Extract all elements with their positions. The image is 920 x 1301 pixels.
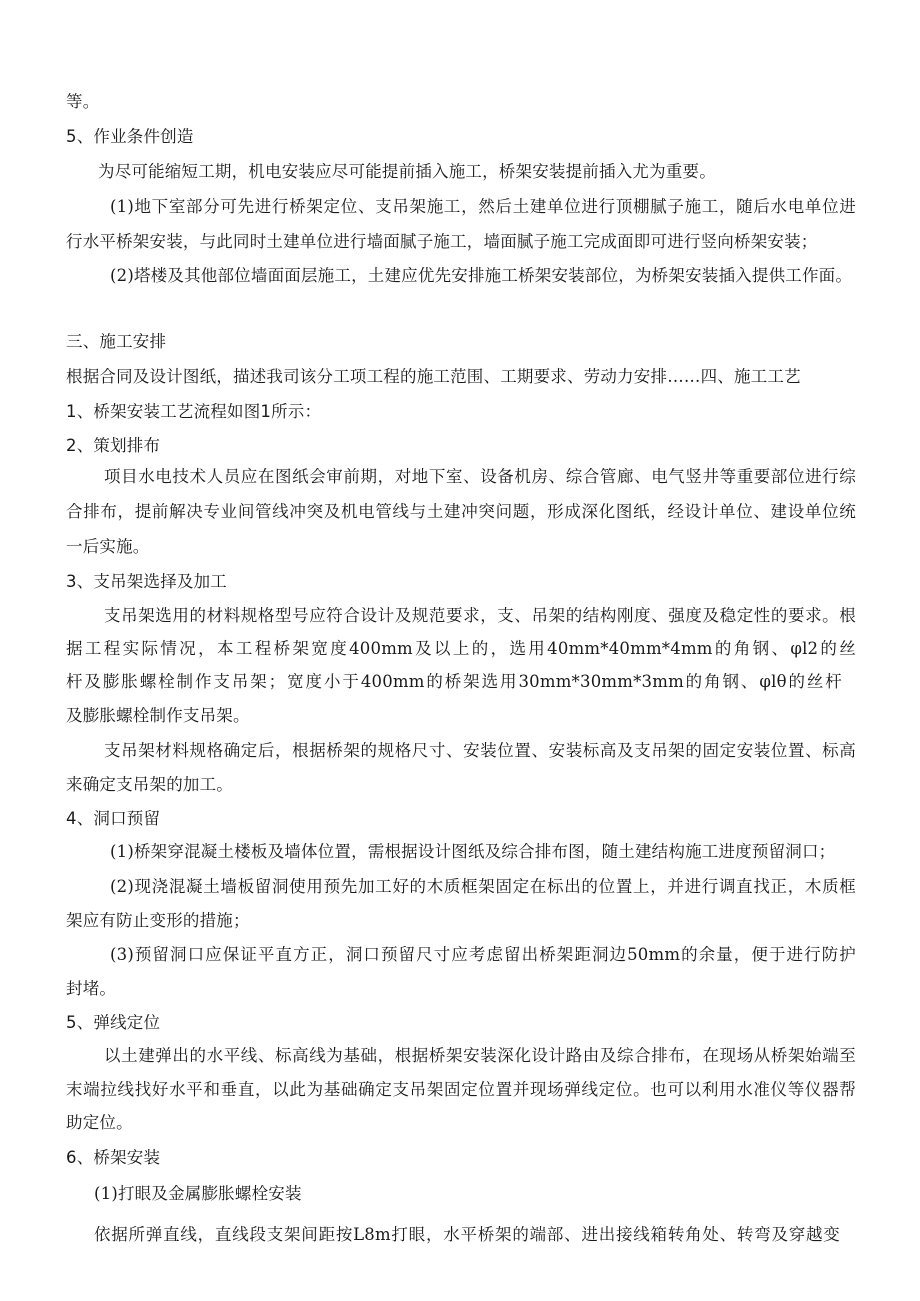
text-line: 等。 bbox=[66, 92, 100, 111]
paragraph-line: 为尽可能缩短工期，机电安装应尽可能提前插入施工，桥架安装提前插入尤为重要。 bbox=[98, 162, 716, 181]
list-item-line: (3)预留洞口应保证平直方正，洞口预留尺寸应考虑留出桥架距洞边50mm的余量，便于进行防护 bbox=[110, 945, 856, 964]
section-heading: 2、策划排布 bbox=[66, 436, 161, 455]
paragraph-line: 来确定支吊架的加工。 bbox=[66, 775, 233, 794]
paragraph-line: 末端拉线找好水平和垂直，以此为基础确定支吊架固定位置并现场弹线定位。也可以利用水准仪等仪器帮 bbox=[66, 1080, 856, 1099]
paragraph-line: 项目水电技术人员应在图纸会审前期，对地下室、设备机房、综合管廊、电气竖井等重要部位进行综 bbox=[104, 467, 856, 486]
section-heading: 5、作业条件创造 bbox=[66, 127, 194, 146]
paragraph-line: 根据合同及设计图纸，描述我司该分工项工程的施工范围、工期要求、劳动力安排……四、施工工艺 bbox=[66, 367, 801, 386]
paragraph-line: 封堵。 bbox=[66, 979, 117, 998]
paragraph-line: 行水平桥架安装，与此同时土建单位进行墙面腻子施工，墙面腻子施工完成面即可进行竖向桥架安装； bbox=[66, 232, 818, 251]
paragraph-line: 依据所弹直线，直线段支架间距按L8m打眼，水平桥架的端部、进出接线箱转角处、转弯及穿越变 bbox=[94, 1225, 840, 1244]
section-heading: 三、施工安排 bbox=[66, 332, 167, 351]
list-item-line: (2)塔楼及其他部位墙面面层施工，土建应优先安排施工桥架安装部位，为桥架安装插入提供工作面。 bbox=[110, 266, 853, 285]
section-heading: 5、弹线定位 bbox=[66, 1013, 161, 1032]
paragraph-line: 以土建弹出的水平线、标高线为基础，根据桥架安装深化设计路由及综合排布，在现场从桥架始端至 bbox=[104, 1046, 856, 1065]
section-heading: 3、支吊架选择及加工 bbox=[66, 572, 227, 591]
paragraph-line: 据工程实际情况，本工程桥架宽度400mm及以上的，选用40mm*40mm*4mm的角钢、φl2的丝 bbox=[66, 639, 856, 658]
list-item-line: (1)打眼及金属膨胀螺栓安装 bbox=[94, 1184, 302, 1203]
paragraph-line: 支吊架材料规格确定后，根据桥架的规格尺寸、安装位置、安装标高及支吊架的固定安装位置、标高 bbox=[104, 741, 856, 760]
paragraph-line: 架应有防止变形的措施； bbox=[66, 911, 250, 930]
list-item-line: (1)地下室部分可先进行桥架定位、支吊架施工，然后土建单位进行顶棚腻子施工，随后水电单位进 bbox=[110, 197, 856, 216]
section-heading: 1、桥架安装工艺流程如图1所示： bbox=[66, 402, 322, 421]
paragraph-line: 合排布，提前解决专业间管线冲突及机电管线与土建冲突问题，形成深化图纸，经设计单位、建设单位统 bbox=[66, 502, 856, 521]
section-heading: 6、桥架安装 bbox=[66, 1148, 161, 1167]
list-item-line: (2)现浇混凝土墙板留洞使用预先加工好的木质框架固定在标出的位置上，并进行调直找正，木质框 bbox=[110, 877, 856, 896]
paragraph-line: 一后实施。 bbox=[66, 537, 150, 556]
list-item-line: (1)桥架穿混凝土楼板及墙体位置，需根据设计图纸及综合排布图，随土建结构施工进度预留洞口； bbox=[110, 842, 836, 861]
paragraph-line: 杆及膨胀螺栓制作支吊架；宽度小于400mm的桥架选用30mm*30mm*3mm的角钢、φlθ的丝杆 bbox=[66, 672, 842, 691]
paragraph-line: 支吊架选用的材料规格型号应符合设计及规范要求，支、吊架的结构刚度、强度及稳定性的要求。根 bbox=[104, 606, 856, 625]
section-heading: 4、洞口预留 bbox=[66, 809, 161, 828]
paragraph-line: 及膨胀螺栓制作支吊架。 bbox=[66, 706, 250, 725]
paragraph-line: 助定位。 bbox=[66, 1113, 133, 1132]
